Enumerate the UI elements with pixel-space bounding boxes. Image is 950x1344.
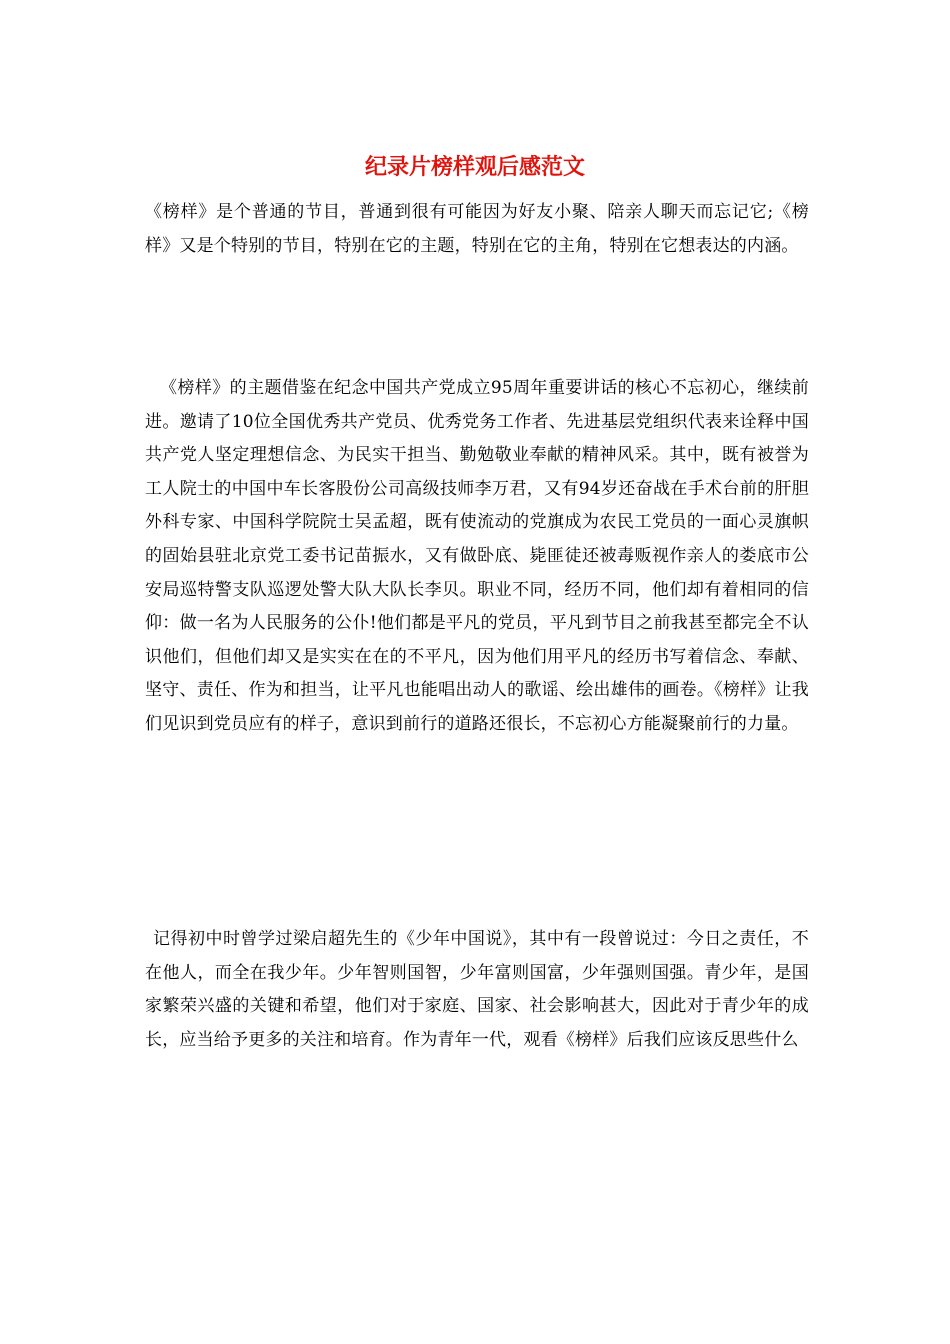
paragraph-2: 《榜样》的主题借鉴在纪念中国共产党成立95周年重要讲话的核心不忘初心，继续前进。邀请了10位全国优秀共产党员、优秀党务工作者、先进基层党组织代表来诠释中国共产党人坚定理想信念、为民实干担当、勤勉敬业奉献的精神风采。其中，既有被誉为工人院士的中国中车长客股份公司高级技师李万君，又有94岁还奋战在手术台前的肝胆外科专家、中国科学院院士吴孟超，既有使流动的党旗成为农民工党员的一面心灵旗帜的固始县驻北京党工委书记苗振水，又有做卧底、毙匪徒还被毒贩视作亲人的娄底市公安局巡特警支队巡逻处警大队大队长李贝。职业不同，经历不同，他们却有着相同的信仰：做一名为人民服务的公仆!他们都是平凡的党员，平凡到节目之前我甚至都完全不认识他们，但他们却又是实实在在的不平凡，因为他们用平凡的经历书写着信念、奉献、坚守、责任、作为和担当，让平凡也能唱出动人的歌谣、绘出雄伟的画卷。《榜样》让我们见识到党员应有的样子，意识到前行的道路还很长，不忘初心方能凝聚前行的力量。 (145, 378, 809, 734)
document-title: 纪录片榜样观后感范文 (364, 154, 585, 180)
paragraph-3: 记得初中时曾学过梁启超先生的《少年中国说》，其中有一段曾说过：今日之责任，不在他人，而全在我少年。少年智则国智，少年富则国富，少年强则国强。青少年，是国家繁荣兴盛的关键和希望，他们对于家庭、国家、社会影响甚大，因此对于青少年的成长，应当给予更多的关注和培育。作为青年一代，观看《榜样》后我们应该反思些什么 (145, 929, 809, 1050)
paragraph-1: 《榜样》是个普通的节目，普通到很有可能因为好友小聚、陪亲人聊天而忘记它;《榜样》又是个特别的节目，特别在它的主题，特别在它的主角，特别在它想表达的内涵。 (145, 202, 809, 256)
